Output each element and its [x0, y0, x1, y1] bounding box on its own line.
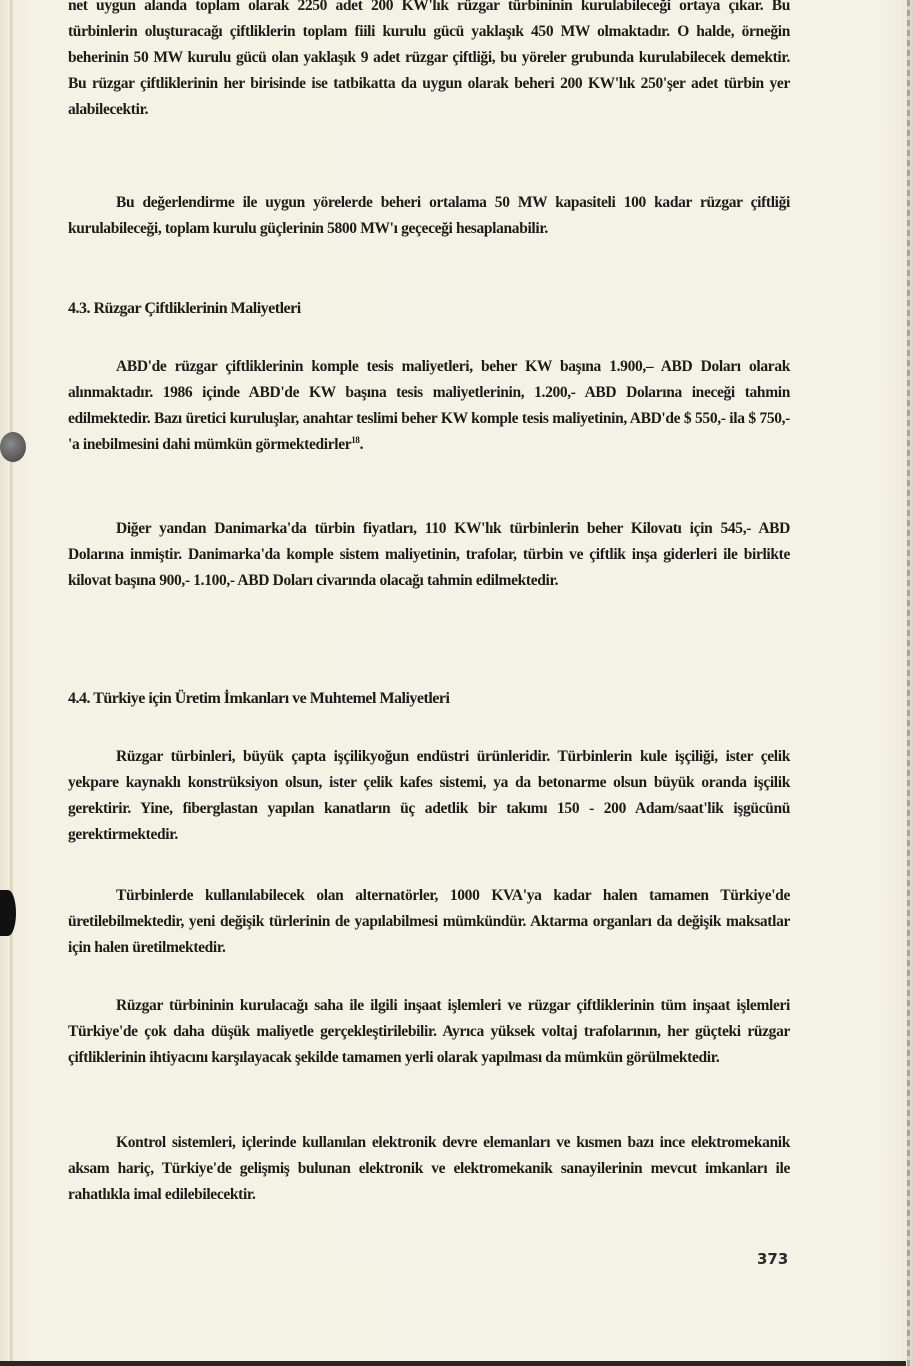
paragraph-intro-continuation: net uygun alanda toplam olarak 2250 adet 200 KW'lık rüzgar türbininin kurulabileceği ortaya çıkar. Bu türbinlerin oluşturacağı çiftliklerin toplam fiili kurulu gücü yaklaşık 450 MW olmaktadır. O halde, örneğin beherinin 50 MW kurulu gücü olan yaklaşık 9 adet rüzgar çiftliği, bu yöreler grubunda kurulabilecek demektir. Bu rüzgar çiftliklerinin her birisinde ise tatbikatta da uygun olarak beheri 200 KW'lık 250'şer adet türbin yer alabilecektir. — [68, 0, 790, 118]
section-heading-4-4: 4.4. Türkiye için Üretim İmkanları ve Muhtemel Maliyetleri — [68, 690, 450, 707]
paragraph-usa-costs-text: ABD'de rüzgar çiftliklerinin komple tesis maliyetleri, beher KW başına 1.900,– ABD Doları olarak alınmaktadır. 1986 içinde ABD'de KW başına tesis maliyetlerinin, 1.200,- ABD Dolarına ineceği tahmin edilmektedir. Bazı üretici kuruluşlar, anahtar teslimi beher KW komple tesis maliyetinin, ABD'de $ 550,- ila $ 750,-'a inebilmesini dahi mümkün görmektedirler — [68, 358, 790, 453]
binder-hole-bottom — [0, 890, 16, 936]
paragraph-wind-farm-estimate: Bu değerlendirme ile uygun yörelerde beheri ortalama 50 MW kapasiteli 100 kadar rüzgar çiftliği kurulabileceği, toplam kurulu güçlerinin 5800 MW'ı geçeceği hesaplanabilir. — [68, 194, 790, 237]
section-heading-4-3: 4.3. Rüzgar Çiftliklerinin Maliyetleri — [68, 300, 301, 317]
binding-line — [10, 0, 13, 1366]
paragraph-labor-intensive: Rüzgar türbinleri, büyük çapta işçilikyoğun endüstri ürünleridir. Türbinlerin kule işçiliği, ister çelik yekpare kaynaklı konstrüksiyon olsun, ister çelik kafes sistemi, ya da betonarme olsun büyük oranda işçilik gerektirir. Yine, fiberglastan yapılan kanatların üç adetlik bir takımı 150 - 200 Adam/saat'lik işgücünü gerektirmektedir. — [68, 748, 790, 843]
page-number: 373 — [757, 1250, 789, 1268]
paragraph-control-systems: Kontrol sistemleri, içlerinde kullanılan elektronik devre elemanları ve kısmen bazı ince elektromekanik aksam hariç, Türkiye'de gelişmiş bulunan elektronik ve elektromekanik sanayilerinin mevcut imkanları ile rahatlıkla imal edilebilecektir. — [68, 1134, 790, 1203]
binder-hole-top — [0, 432, 26, 462]
footnote-reference: 18 — [351, 434, 360, 445]
paragraph-usa-costs — [68, 354, 790, 458]
paragraph-usa-costs-end: . — [359, 436, 364, 453]
paragraph-construction: Rüzgar türbininin kurulacağı saha ile ilgili inşaat işlemleri ve rüzgar çiftliklerinin tüm inşaat işlemleri Türkiye'de çok daha düşük maliyetle gerçekleştirilebilir. Ayrıca yüksek voltaj trafolarının, her güçteki rüzgar çiftliklerinin ihtiyacını karşılayacak şekilde tamamen yerli olarak yapılması da mümkün görülmektedir. — [68, 997, 790, 1066]
page-bottom-edge — [0, 1361, 906, 1366]
paragraph-denmark-costs: Diğer yandan Danimarka'da türbin fiyatları, 110 KW'lık türbinlerin beher Kilovatı için 545,- ABD Dolarına inmiştir. Danimarka'da komple sistem maliyetinin, trafolar, türbin ve çiftlik inşa giderleri ile birlikte kilovat başına 900,- 1.100,- ABD Doları civarında olacağı tahmin edilmektedir. — [68, 520, 790, 589]
page-right-edge — [907, 0, 910, 1366]
paragraph-alternators: Türbinlerde kullanılabilecek olan alternatörler, 1000 KVA'ya kadar halen tamamen Türkiye'de üretilebilmektedir, yeni değişik türlerinin de yapılabilmesi mümkündür. Aktarma organları da değişik maksatlar için halen üretilmektedir. — [68, 887, 790, 956]
